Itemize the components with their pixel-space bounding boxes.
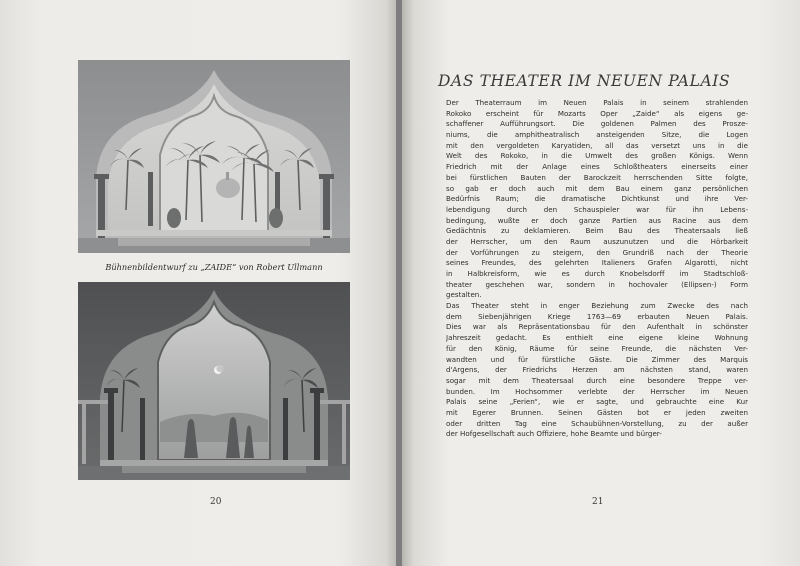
- stage-design-illustration-day: [78, 60, 350, 253]
- text-line: sogar mit dem Theatersaal durch eine besondere Treppe ver-: [446, 375, 748, 385]
- page-number-right: 21: [592, 497, 604, 507]
- text-line: gestalten.: [446, 290, 482, 300]
- text-line: Jahreszeit gedacht. Es enthielt eine eigene kleine Wohnung: [446, 333, 748, 343]
- text-line: Rokoko erscheint für Mozarts Oper „Zaide“ als eigens ge-: [446, 108, 748, 118]
- text-line: der Hofgesellschaft auch Offiziere, hohe Beamte und bürger-: [446, 429, 662, 439]
- text-line: Gedächtnis zu deklamieren. Beim Bau des Theatersaals ließ: [446, 226, 748, 236]
- text-line: dem Siebenjährigen Kriege 1763—69 erbauten Neuen Palais.: [446, 311, 748, 321]
- text-line: bei fürstlichen Bauten der Barockzeit herrschenden Sitte folgte,: [446, 172, 748, 182]
- text-line: schaffener Aufführungsort. Die goldenen Palmen des Prosze-: [446, 119, 748, 129]
- text-line: wandten und für fürstliche Gäste. Die Zimmer des Marquis: [446, 354, 748, 364]
- text-line: bedingung, wußte er doch ganze Partien aus Racine aus dem: [446, 215, 748, 225]
- text-line: Welt des Rokoko, in die Umwelt des großen Königs. Wenn: [446, 151, 748, 161]
- text-line: lebendigung durch den Schauspieler war für ihn Lebens-: [446, 204, 748, 214]
- text-line: niums, die amphitheatralisch ansteigenden Sitze, die Logen: [446, 130, 748, 140]
- text-line: so gab er doch auch mit dem Bau einem ganz persönlichen: [446, 183, 748, 193]
- text-line: oder dritten Tag eine Schaubühnen-Vorstellung, zu der außer: [446, 418, 748, 428]
- text-line: Palais seine „Ferien“, wie er sagte, und gebrauchte eine Kur: [446, 397, 748, 407]
- text-line: der Herrscher, um den Raum auszunutzen und die Hörbarkeit: [446, 236, 748, 246]
- text-line: bunden. Im Hochsommer verlebte der Herrscher im Neuen: [446, 386, 748, 396]
- page-number-left: 20: [210, 497, 222, 507]
- text-line: seines Freundes, des gelehrten Italieners Grafen Algarotti, nicht: [446, 258, 748, 268]
- chapter-title: DAS THEATER IM NEUEN PALAIS: [438, 72, 731, 90]
- text-line: mit Egerer Brunnen. Seinen Gästen bot er jeden zweiten: [446, 407, 748, 417]
- text-line: mit den vergoldeten Karyatiden, all das versetzt uns in die: [446, 140, 748, 150]
- text-line: für den König, Räume für seine Freunde, die nächsten Ver-: [446, 343, 748, 353]
- text-line: Das Theater steht in enger Beziehung zum Zwecke des nach: [446, 301, 748, 311]
- text-line: theater geschehen war, sondern in hochovaler (Ellipsen-) Form: [446, 279, 748, 289]
- text-line: Bedürfnis Raum; die dramatische Dichtkunst und ihre Ver-: [446, 194, 748, 204]
- illustration-caption: Bühnenbildentwurf zu „ZAIDE“ von Robert Ullmann: [105, 262, 323, 272]
- text-line: Friedrich mit der Anlage eines Schloßtheaters einerseits einer: [446, 162, 748, 172]
- text-line: d'Argens, der Friedrichs Herzen am nächsten stand, waren: [446, 365, 748, 375]
- stage-design-illustration-night: [78, 282, 350, 480]
- text-line: der Vorführungen zu steigern, den Grundriß nach der Theorie: [446, 247, 748, 257]
- text-line: Der Theaterraum im Neuen Palais in seinem strahlenden: [446, 98, 748, 107]
- text-line: in Halbkreisform, wie es durch Knobelsdorff im Stadtschloß-: [446, 269, 748, 278]
- text-line: Dies war als Repräsentationsbau für den Aufenthalt in schönster: [446, 322, 748, 332]
- body-text: [446, 98, 748, 440]
